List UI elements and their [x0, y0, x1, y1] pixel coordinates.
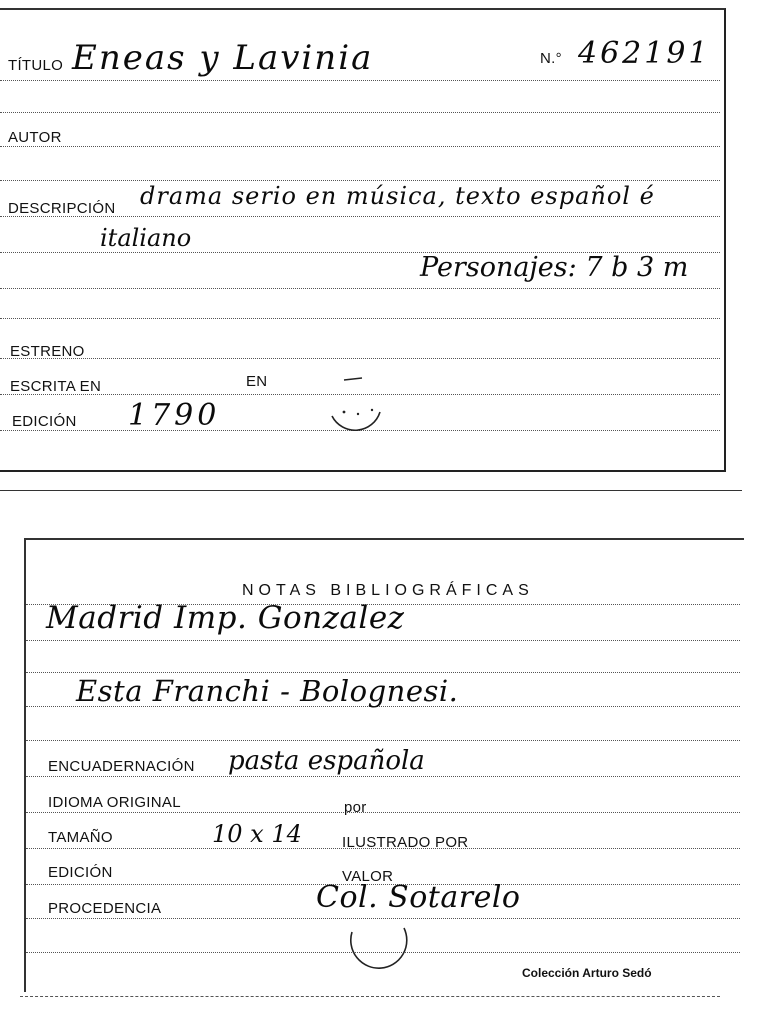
valor-label: VALOR [342, 868, 394, 885]
note-line1: Madrid Imp. Gonzalez [46, 600, 405, 636]
rule-line [0, 112, 720, 113]
notas-heading: NOTAS BIBLIOGRÁFICAS [242, 582, 534, 599]
encuadernacion-value: pasta española [228, 746, 425, 776]
rule-line [0, 180, 720, 181]
rule-line [26, 740, 740, 741]
rule-line [26, 672, 740, 673]
numero-value: 462191 [578, 36, 711, 71]
personajes-note: Personajes: 7 b 3 m [420, 252, 689, 283]
descripcion-line2: italiano [100, 224, 192, 252]
procedencia-label: PROCEDENCIA [48, 900, 162, 917]
card-separator [0, 490, 742, 491]
rule-line [0, 288, 720, 289]
tamano-label: TAMAÑO [48, 829, 113, 846]
rule-line [26, 640, 740, 641]
descripcion-line1: drama serio en música, texto español é [140, 182, 655, 210]
punch-hole-mark [346, 908, 410, 972]
autor-label: AUTOR [8, 129, 62, 146]
rule-line [26, 812, 740, 813]
descripcion-label: DESCRIPCIÓN [8, 200, 116, 217]
titulo-label: TÍTULO [8, 57, 64, 74]
titulo-value: Eneas y Lavinia [72, 38, 374, 78]
collection-footer: Colección Arturo Sedó [522, 966, 652, 980]
rule-line [26, 776, 740, 777]
numero-label: N.° [540, 50, 562, 67]
tamano-value: 10 x 14 [212, 820, 302, 848]
edicion-label: EDICIÓN [12, 413, 77, 430]
punch-hole-mark [322, 372, 392, 442]
en-label: EN [246, 373, 268, 390]
ilustrado-label: ILUSTRADO POR [342, 834, 469, 851]
encuadernacion-label: ENCUADERNACIÓN [48, 758, 195, 775]
idioma-label: IDIOMA ORIGINAL [48, 794, 181, 811]
card-bottom-edge [20, 996, 720, 997]
edicion-value: 1790 [128, 398, 221, 433]
rule-line [0, 146, 720, 147]
rule-line [0, 358, 720, 359]
edicion-back-label: EDICIÓN [48, 864, 113, 881]
rule-line [0, 80, 720, 81]
rule-line [0, 318, 720, 319]
note-line2: Esta Franchi - Bolognesi. [76, 674, 459, 708]
escrita-en-label: ESCRITA EN [10, 378, 102, 395]
procedencia-value: Col. Sotarelo [316, 880, 521, 915]
estreno-label: ESTRENO [10, 343, 85, 360]
por-label: por [344, 799, 367, 816]
